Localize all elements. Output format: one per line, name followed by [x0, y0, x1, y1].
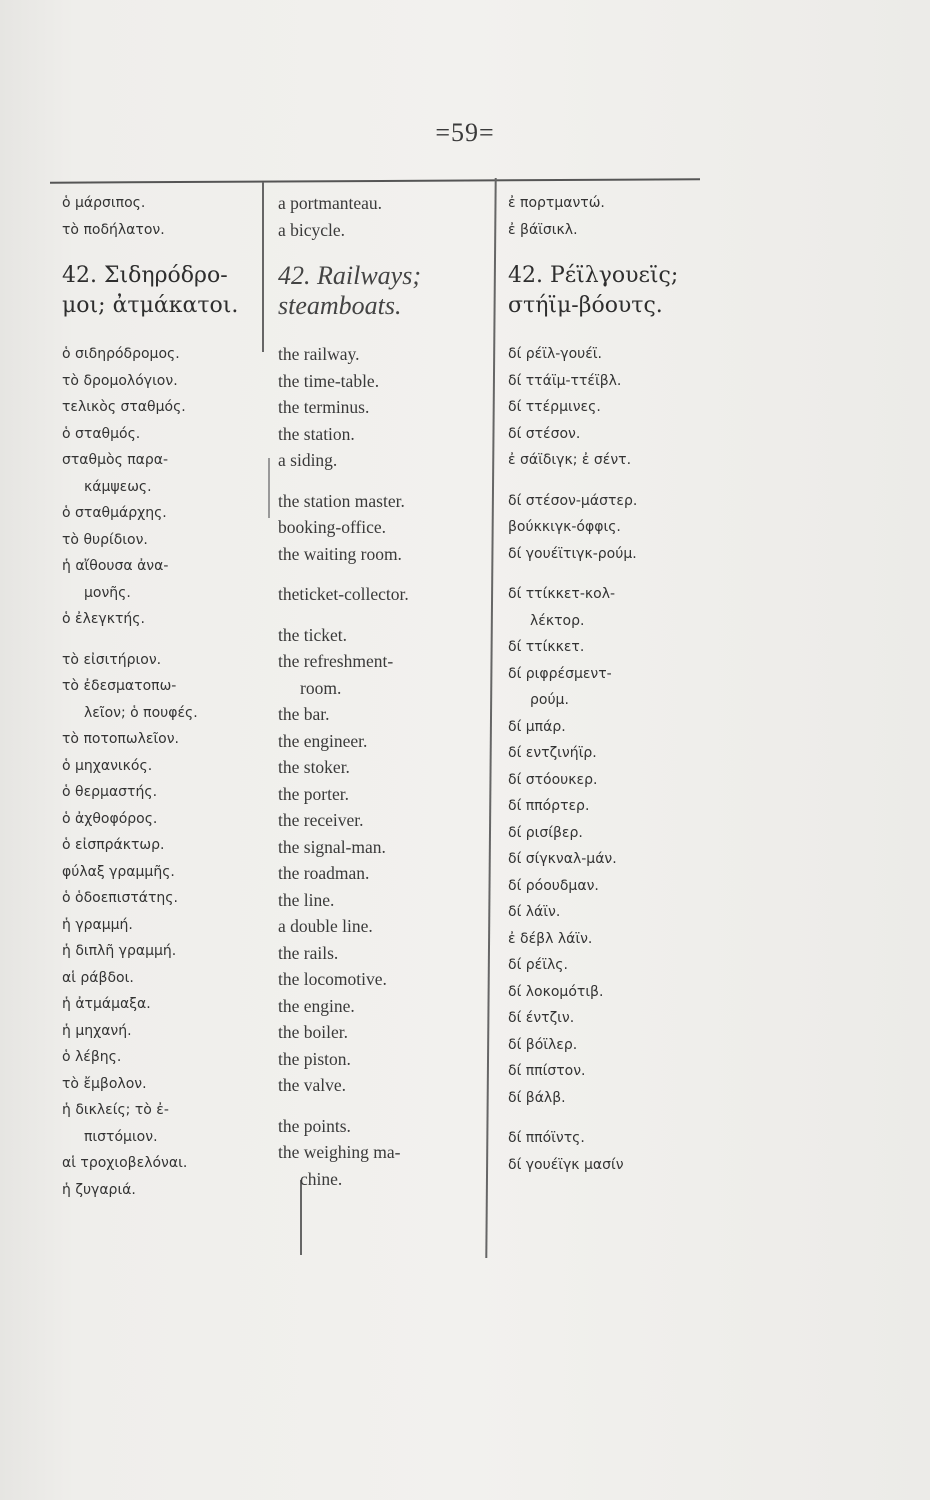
english-entry: a portmanteau.: [278, 193, 382, 213]
english-entry: the terminus.: [278, 397, 370, 417]
spacer: [508, 1111, 738, 1125]
pronunciation-entry: ρούμ.: [530, 692, 569, 708]
pronunciation-entry: δί ππίστον.: [508, 1063, 586, 1079]
english-entry: the rails.: [278, 942, 339, 963]
greek-entry: ὁ ἐλεγκτής.: [62, 611, 145, 627]
greek-entry: ἡ γραμμή.: [62, 916, 133, 933]
spacer: [278, 474, 488, 488]
spacer: [62, 633, 257, 647]
greek-entry: ἡ διπλῆ γραμμή.: [62, 943, 177, 959]
greek-entry: φύλαξ γραμμῆς.: [62, 863, 175, 880]
greek-entry: ὁ ἀχθοφόρος.: [62, 810, 158, 827]
pronunciation-entry: δί ριφρέσμεντ-: [508, 665, 612, 682]
section-heading: 42. Ρέϊλγουεϊς;: [508, 263, 679, 288]
greek-entry: μονῆς.: [84, 584, 131, 601]
english-entry: the engine.: [278, 995, 355, 1016]
english-entry: the porter.: [278, 783, 349, 804]
greek-entry: ὁ μηχανικός.: [62, 757, 153, 774]
section-heading: 42. Σιδηρόδρο-: [62, 263, 228, 288]
greek-entry: τὸ ἐδεσματοπω-: [62, 678, 177, 694]
english-entry: a siding.: [278, 450, 338, 470]
english-entry: theticket-collector.: [278, 584, 409, 604]
pronunciation-entry: δί εντζινήϊρ.: [508, 745, 597, 761]
english-entry: the line.: [278, 889, 335, 910]
greek-entry: ὁ μάρσιπος.: [62, 195, 146, 211]
english-entry: the roadman.: [278, 863, 370, 883]
pronunciation-entry: δί στέσον.: [508, 425, 581, 442]
english-entry: a bicycle.: [278, 219, 346, 240]
pronunciation-entry: δί μπάρ.: [508, 718, 566, 735]
pronunciation-entry: δί στέσον-μάστερ.: [508, 492, 638, 509]
pronunciation-entry: βούκκιγκ-όφφις.: [508, 519, 621, 535]
english-entry: the receiver.: [278, 810, 364, 830]
greek-entry: σταθμὸς παρα-: [62, 452, 169, 468]
greek-entry: ὁ λέβης.: [62, 1049, 122, 1065]
english-entry: the station master.: [278, 490, 405, 511]
english-entry: the boiler.: [278, 1022, 348, 1042]
spacer: [508, 327, 738, 341]
page-number: =59=: [435, 118, 495, 147]
spacer: [508, 243, 738, 257]
english-entry: the railway.: [278, 344, 360, 364]
spacer: [278, 327, 488, 341]
greek-column: [62, 190, 257, 1203]
english-entry: the signal-man.: [278, 836, 386, 857]
greek-entry: αἱ τροχιοβελόναι.: [62, 1155, 188, 1171]
greek-entry: ἡ αἴθουσα ἀνα-: [62, 558, 169, 574]
greek-entry: τὸ εἰσιτήριον.: [62, 651, 162, 668]
pronunciation-entry: δί γουέϊγκ μασίν: [508, 1156, 624, 1173]
pronunciation-entry: δί στόουκερ.: [508, 771, 598, 788]
pronunciation-entry: δί ρέϊλ-γουέϊ.: [508, 346, 602, 362]
pronunciation-column: [508, 190, 738, 1178]
english-entry: the locomotive.: [278, 969, 387, 989]
pronunciation-entry: δί ρέϊλς.: [508, 957, 568, 973]
pronunciation-entry: δί ρόουδμαν.: [508, 877, 599, 894]
pronunciation-entry: δί ττίκκετ.: [508, 639, 585, 655]
pronunciation-entry: δί βόϊλερ.: [508, 1036, 578, 1053]
greek-entry: ὁ σιδηρόδρομος.: [62, 346, 180, 362]
english-entry: the engineer.: [278, 730, 368, 751]
spacer: [278, 608, 488, 622]
english-column: [278, 190, 488, 1192]
english-entry: room.: [300, 677, 342, 698]
greek-entry: ὁ σταθμάρχης.: [62, 505, 167, 521]
header-rule: [50, 178, 700, 183]
spacer: [278, 567, 488, 581]
pronunciation-entry: ἐ σάϊδιγκ; ἐ σέντ.: [508, 452, 632, 468]
column-divider-left: [262, 182, 264, 352]
greek-entry: ὁ εἰσπράκτωρ.: [62, 837, 165, 853]
pronunciation-entry: δί γουέϊτιγκ-ρούμ.: [508, 545, 637, 562]
greek-entry: τελικὸς σταθμός.: [62, 399, 186, 415]
pronunciation-entry: δί ρισίβερ.: [508, 824, 583, 841]
greek-entry: αἱ ράβδοι.: [62, 969, 134, 986]
english-entry: the points.: [278, 1115, 351, 1136]
english-entry: the station.: [278, 423, 355, 444]
greek-entry: ἡ δικλείς; τὸ ἐ-: [62, 1102, 169, 1118]
section-heading: steamboats.: [278, 291, 402, 320]
column-divider-left-lower: [268, 458, 270, 518]
pronunciation-entry: δί ττάϊμ-ττέϊβλ.: [508, 372, 622, 389]
spacer: [62, 243, 257, 257]
section-heading: 42. Railways;: [278, 261, 421, 290]
english-entry: the piston.: [278, 1048, 351, 1069]
pronunciation-entry: ἐ πορτμαντώ.: [508, 195, 605, 211]
section-heading: μοι; ἀτμάκατοι.: [62, 293, 239, 318]
pronunciation-entry: δί σίγκναλ-μάν.: [508, 851, 617, 867]
english-entry: booking-office.: [278, 517, 387, 537]
english-entry: the refreshment-: [278, 651, 394, 671]
greek-entry: τὸ θυρίδιον.: [62, 531, 148, 548]
greek-entry: λεῖον; ὁ πουφές.: [84, 704, 198, 721]
english-entry: the stoker.: [278, 757, 350, 777]
english-entry: the time-table.: [278, 370, 380, 391]
english-entry: the bar.: [278, 704, 330, 724]
pronunciation-entry: δί ππόρτερ.: [508, 798, 590, 814]
english-entry: the waiting room.: [278, 543, 402, 564]
english-entry: a double line.: [278, 916, 373, 936]
spacer: [508, 474, 738, 488]
greek-entry: κάμψεως.: [84, 478, 152, 495]
pronunciation-entry: δί ττέρμινες.: [508, 399, 601, 415]
spacer: [278, 1099, 488, 1113]
pronunciation-entry: λέκτορ.: [530, 612, 585, 629]
greek-entry: ἡ ἀτμάμαξα.: [62, 996, 151, 1012]
pronunciation-entry: δί λάϊν.: [508, 904, 561, 920]
pronunciation-entry: ἐ δέβλ λάϊν.: [508, 930, 593, 947]
spacer: [62, 327, 257, 341]
greek-entry: τὸ ἔμβολον.: [62, 1075, 147, 1092]
pronunciation-entry: δί βάλβ.: [508, 1089, 566, 1106]
english-entry: chine.: [300, 1168, 343, 1189]
greek-entry: ἡ ζυγαριά.: [62, 1181, 136, 1198]
pronunciation-entry: δί ττίκκετ-κολ-: [508, 586, 616, 602]
spacer: [508, 567, 738, 581]
spacer: [278, 243, 488, 257]
pronunciation-entry: δί ππόϊντς.: [508, 1130, 585, 1146]
greek-entry: ἡ μηχανή.: [62, 1022, 132, 1039]
greek-entry: τὸ ποτοπωλεῖον.: [62, 731, 180, 747]
greek-entry: τὸ ποδήλατον.: [62, 221, 165, 238]
english-entry: the ticket.: [278, 624, 348, 645]
greek-entry: ὁ ὁδοεπιστάτης.: [62, 890, 178, 906]
pronunciation-entry: δί λοκομότιβ.: [508, 983, 604, 1000]
greek-entry: ὁ θερμαστής.: [62, 784, 158, 800]
greek-entry: τὸ δρομολόγιον.: [62, 372, 178, 389]
pronunciation-entry: ἐ βάϊσικλ.: [508, 221, 578, 238]
english-entry: the weighing ma-: [278, 1142, 401, 1162]
greek-entry: ὁ σταθμός.: [62, 425, 141, 442]
greek-entry: πιστόμιον.: [84, 1128, 158, 1145]
section-heading: στήϊμ-βόουτς.: [508, 293, 663, 318]
pronunciation-entry: δί έντζιν.: [508, 1010, 575, 1026]
english-entry: the valve.: [278, 1075, 347, 1095]
